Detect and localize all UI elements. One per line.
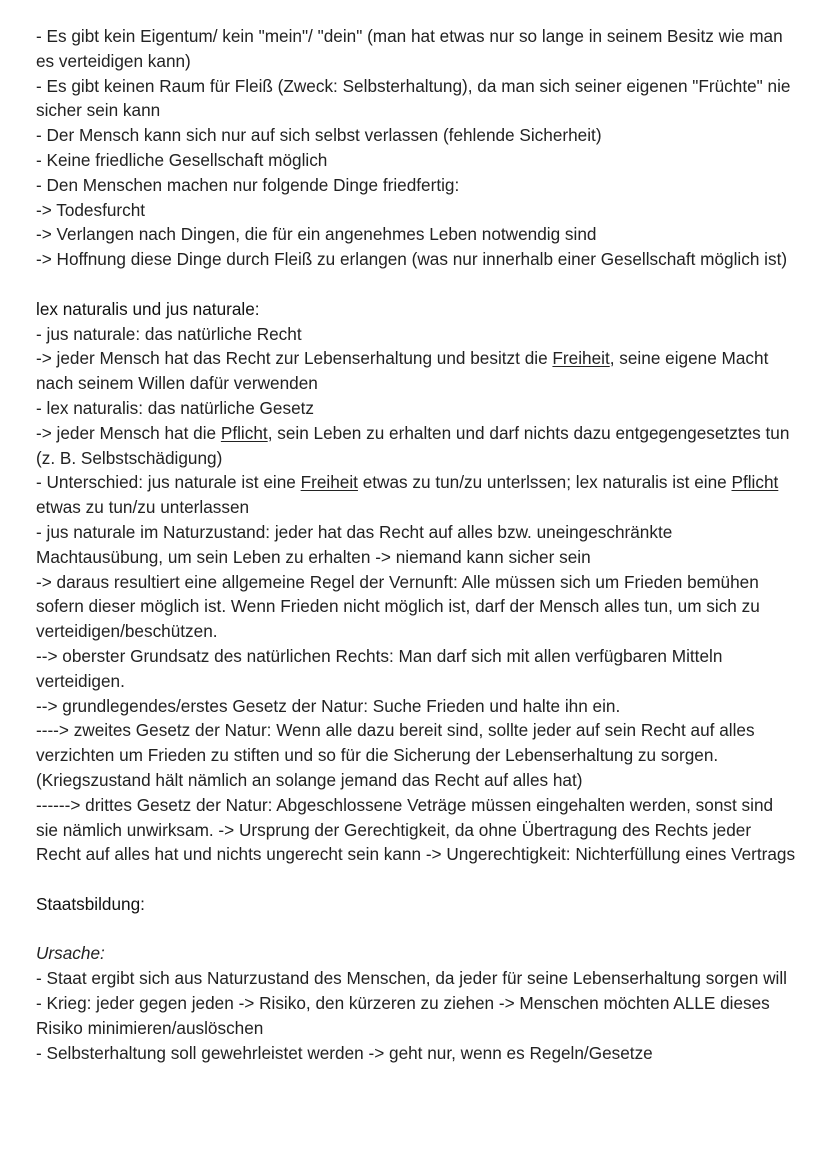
list-item: -> Todesfurcht [36, 199, 146, 220]
section-naturzustand-list [36, 24, 798, 272]
underlined-term: Freiheit [552, 348, 610, 369]
list-item: -> Verlangen nach Dingen, die für ein angenehmes Leben notwendig sind [36, 224, 597, 245]
list-item: -> daraus resultiert eine allgemeine Regel der Vernunft: Alle müssen sich um Frieden bemühen sofern dieser möglich ist. Wenn Frieden nicht möglich ist, darf der Mensch alles tun, um sich zu verteidigen/beschützen. [36, 571, 760, 642]
text-run: - Unterschied: jus naturale ist eine [36, 472, 301, 493]
list-item: - Selbsterhaltung soll gewehrleistet werden -> geht nur, wenn es Regeln/Gesetze [36, 1042, 653, 1063]
list-item: --> oberster Grundsatz des natürlichen Rechts: Man darf sich mit allen verfügbaren Mitteln verteidigen. [36, 645, 723, 691]
list-item: - jus naturale: das natürliche Recht [36, 323, 302, 344]
list-item: - Den Menschen machen nur folgende Dinge friedfertig: [36, 174, 460, 195]
text-run: , sein Leben zu erhalten und darf nichts dazu entgegengesetztes tun (z. B. Selbstschädigung) [36, 422, 790, 468]
section-heading: Staatsbildung: [36, 893, 145, 914]
paragraph-gap [36, 917, 798, 942]
list-item: - lex naturalis: das natürliche Gesetz [36, 397, 314, 418]
list-item [36, 421, 798, 471]
list-item: -> Hoffnung diese Dinge durch Fleiß zu erlangen (was nur innerhalb einer Gesellschaft möglich ist) [36, 249, 788, 270]
list-item: - Es gibt kein Eigentum/ kein "mein"/ "dein" (man hat etwas nur so lange in seinem Besitz wie man es verteidigen kann) [36, 26, 783, 71]
list-item [36, 346, 798, 396]
text-run: -> jeder Mensch hat die [36, 422, 221, 443]
list-item: - Krieg: jeder gegen jeden -> Risiko, den kürzeren zu ziehen -> Menschen möchten ALLE dieses Risiko minimieren/auslöschen [36, 993, 770, 1038]
list-item: - jus naturale im Naturzustand: jeder hat das Recht auf alles bzw. uneingeschränkte Machtausübung, um sein Leben zu erhalten -> niemand kann sicher sein [36, 521, 673, 567]
list-item: --> grundlegendes/erstes Gesetz der Natur: Suche Frieden und halte ihn ein. [36, 695, 621, 716]
text-run: -> jeder Mensch hat das Recht zur Lebenserhaltung und besitzt die [36, 348, 553, 369]
text-run: etwas zu tun/zu unterlassen [36, 497, 250, 518]
list-item [36, 470, 798, 520]
underlined-term: Pflicht [220, 422, 268, 443]
paragraph-gap [36, 272, 798, 297]
text-run: etwas zu tun/zu unterlssen; lex naturalis ist eine [357, 472, 732, 493]
list-item: - Der Mensch kann sich nur auf sich selbst verlassen (fehlende Sicherheit) [36, 125, 602, 146]
list-item: - Es gibt keinen Raum für Fleiß (Zweck: Selbsterhaltung), da man sich seiner eigenen "Früchte" nie sicher sein kann [36, 75, 791, 121]
text-run: , seine eigene Macht nach seinem Willen dafür verwenden [36, 348, 769, 394]
section-staatsbildung [36, 892, 798, 1066]
list-item: ----> zweites Gesetz der Natur: Wenn alle dazu bereit sind, sollte jeder auf sein Recht auf alles verzichten um Frieden zu stiften und so für die Sicherung der Lebenserhaltung zu sorgen. (Kriegszustand hält nämlich an solange jemand das Recht auf alles hat) [36, 720, 755, 790]
paragraph-gap [36, 867, 798, 892]
section-lex-jus [36, 297, 798, 867]
list-item: - Keine friedliche Gesellschaft möglich [36, 149, 328, 170]
subheading: Ursache: [36, 943, 105, 964]
list-item: - Staat ergibt sich aus Naturzustand des Menschen, da jeder für seine Lebenserhaltung sorgen will [36, 968, 787, 989]
underlined-term: Pflicht [731, 472, 779, 493]
list-item: ------> drittes Gesetz der Natur: Abgeschlossene Veträge müssen eingehalten werden, sonst sind sie nämlich unwirksam. -> Ursprung der Gerechtigkeit, da ohne Übertragung des Rechts jeder Recht auf alles hat und nichts ungerecht sein kann -> Ungerechtigkeit: Nichterfüllung eines Vertrags [36, 794, 796, 865]
section-heading: lex naturalis und jus naturale: [36, 298, 260, 319]
underlined-term: Freiheit [300, 472, 358, 493]
